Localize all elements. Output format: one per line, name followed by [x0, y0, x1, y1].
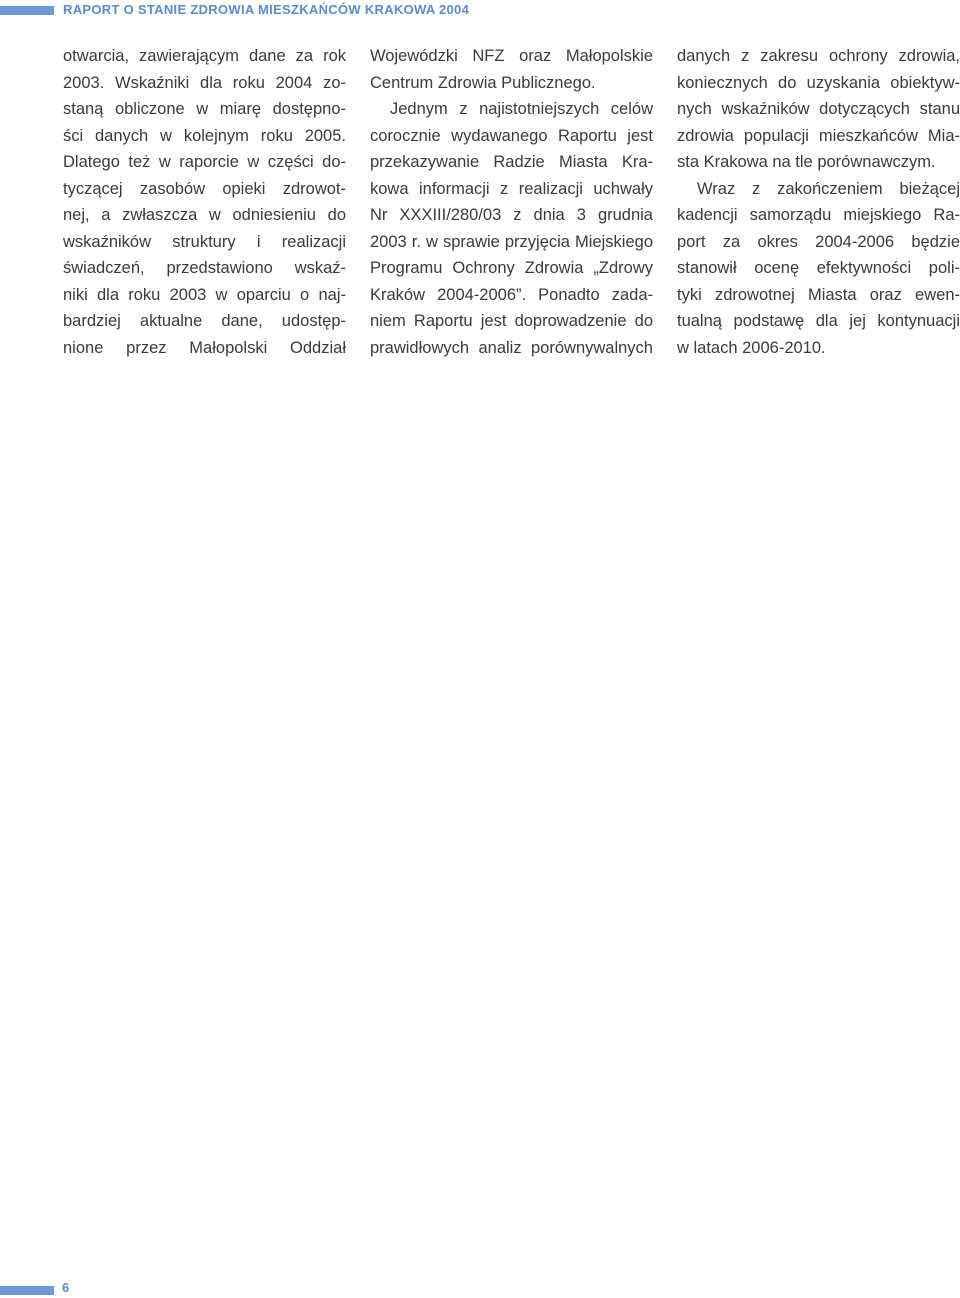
- text-line: świadczeń, przedstawiono wskaź-: [63, 259, 346, 277]
- header-accent-bar: [0, 6, 54, 15]
- text-line: niki dla roku 2003 w oparciu o naj-: [63, 285, 346, 304]
- text-line: Jednym z najistotniejszych celów: [390, 100, 653, 118]
- text-line: prawidłowych analiz porównywalnych: [370, 338, 653, 357]
- text-column-1: [63, 43, 346, 361]
- text-line: zdrowia populacji mieszkańców Mia-: [677, 126, 960, 145]
- text-line: Kraków 2004-2006”. Ponadto zada-: [370, 285, 653, 304]
- text-line: otwarcia, zawierającym dane za rok: [63, 47, 346, 65]
- text-line: 2003 r. w sprawie przyjęcia Miejskiego: [370, 232, 653, 251]
- footer-accent-bar: [0, 1286, 54, 1295]
- text-line: Nr XXXIII/280/03 z dnia 3 grudnia: [370, 206, 653, 224]
- header-title: RAPORT O STANIE ZDROWIA MIESZKAŃCÓW KRAKOWA 2004: [63, 2, 470, 17]
- text-line: nej, a zwłaszcza w odniesieniu do: [63, 206, 346, 224]
- text-line: tyki zdrowotnej Miasta oraz ewen-: [677, 285, 960, 304]
- page-footer: [0, 1278, 960, 1298]
- text-line: tualną podstawę dla jej kontynuacji: [677, 312, 960, 330]
- text-line: bardziej aktualne dane, udostęp-: [63, 312, 346, 330]
- page-number: 6: [62, 1280, 70, 1295]
- text-line: stanowił ocenę efektywności poli-: [677, 259, 960, 277]
- text-line: danych z zakresu ochrony zdrowia,: [677, 47, 960, 65]
- text-line: ści danych w kolejnym roku 2005.: [63, 126, 346, 145]
- text-line: Programu Ochrony Zdrowia „Zdrowy: [370, 259, 653, 277]
- text-line: staną obliczone w miarę dostępno-: [63, 100, 346, 118]
- text-line: Wojewódzki NFZ oraz Małopolskie: [370, 47, 653, 65]
- text-line: sta Krakowa na tle porównawczym.: [677, 153, 936, 171]
- text-column-2: [370, 43, 653, 361]
- text-line: 2003. Wskaźniki dla roku 2004 zo-: [63, 73, 346, 92]
- text-line: nione przez Małopolski Oddział: [63, 338, 346, 357]
- text-line: wskaźników struktury i realizacji: [63, 232, 346, 251]
- text-line: corocznie wydawanego Raportu jest: [370, 126, 653, 145]
- text-line: port za okres 2004-2006 będzie: [677, 232, 960, 251]
- text-line: Centrum Zdrowia Publicznego.: [370, 73, 596, 92]
- text-line: Dlatego też w raporcie w części do-: [63, 153, 346, 171]
- text-line: kadencji samorządu miejskiego Ra-: [677, 206, 960, 224]
- text-line: przekazywanie Radzie Miasta Kra-: [370, 153, 653, 171]
- text-line: koniecznych do uzyskania obiektyw-: [677, 73, 960, 92]
- text-line: nych wskaźników dotyczących stanu: [677, 100, 960, 118]
- text-line: tyczącej zasobów opieki zdrowot-: [63, 179, 346, 198]
- page-header: [0, 0, 960, 22]
- text-line: Wraz z zakończeniem bieżącej: [697, 179, 960, 198]
- text-line: w latach 2006-2010.: [677, 338, 826, 357]
- text-line: niem Raportu jest doprowadzenie do: [370, 312, 653, 330]
- text-line: kowa informacji z realizacji uchwały: [370, 179, 653, 198]
- text-column-3: [677, 43, 960, 361]
